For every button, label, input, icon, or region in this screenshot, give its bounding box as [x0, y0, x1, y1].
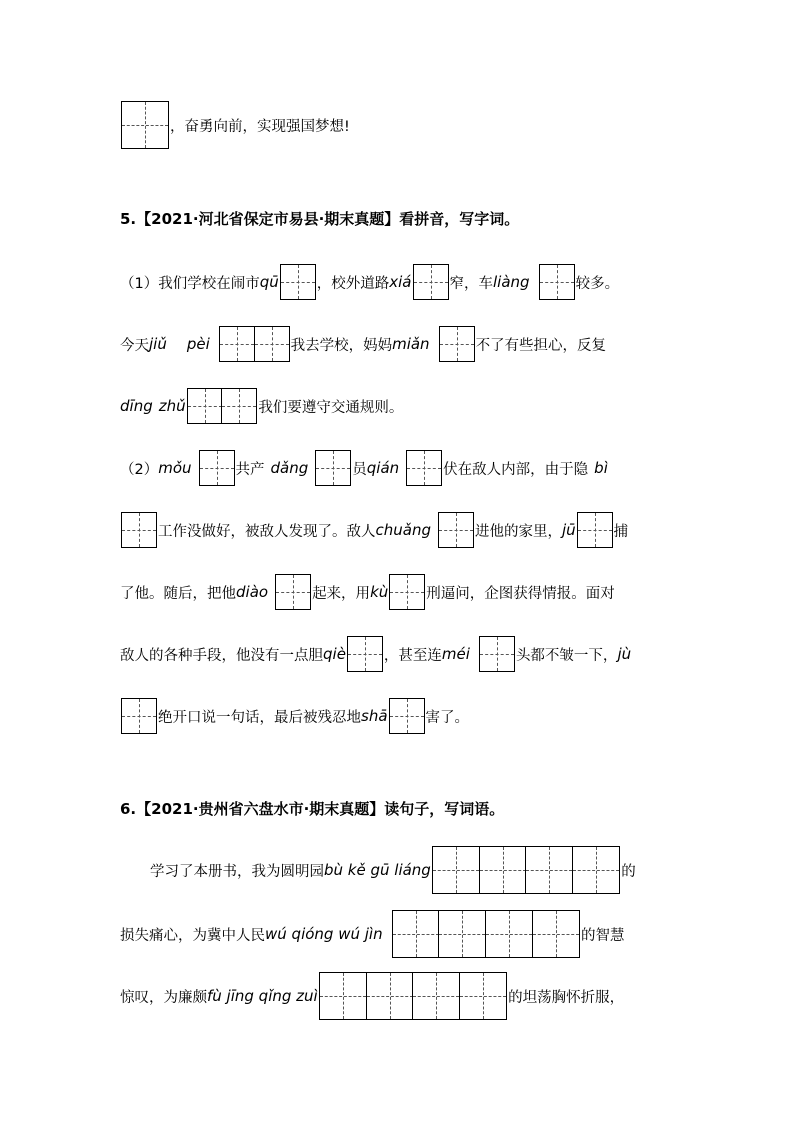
q5-line-1: [120, 258, 619, 306]
answer-box[interactable]: [315, 450, 351, 486]
answer-box[interactable]: [121, 512, 157, 548]
pinyin: bì: [594, 459, 608, 477]
text: 的智慧: [581, 927, 625, 944]
answer-box[interactable]: [121, 101, 169, 149]
q6-line-2: [120, 910, 625, 958]
text: ，甚至连: [383, 647, 442, 664]
pinyin: mǒu: [158, 459, 192, 477]
answer-box[interactable]: [275, 574, 311, 610]
text: 刑逼问，企图获得情报。面对: [426, 585, 615, 602]
text: 不了有些担心，反复: [475, 337, 607, 354]
pinyin: fù jīng qǐng zuì: [207, 987, 318, 1005]
pinyin: liàng: [493, 273, 530, 291]
answer-box-2[interactable]: [219, 326, 290, 362]
answer-box[interactable]: [439, 326, 475, 362]
text: 害了。: [425, 709, 470, 726]
text: 绝开口说一句话，最后被残忍地: [158, 709, 361, 726]
answer-box-4[interactable]: [392, 910, 580, 958]
answer-box[interactable]: [347, 636, 383, 672]
text: 今天: [120, 337, 149, 354]
text: 我们要遵守交通规则。: [258, 399, 404, 416]
answer-box[interactable]: [121, 698, 157, 734]
pinyin: zhǔ: [158, 397, 186, 415]
q6-heading: 6.【2021·贵州省六盘水市·期末真题】读句子，写词语。: [120, 799, 505, 818]
pinyin: shā: [361, 707, 388, 725]
q5-line-7: [120, 630, 631, 678]
answer-box-4[interactable]: [432, 846, 620, 894]
pinyin: dǎng: [270, 459, 309, 477]
pinyin: miǎn: [392, 335, 430, 353]
answer-box[interactable]: [413, 264, 449, 300]
text: 工作没做好，被敌人发现了。敌人: [158, 523, 376, 540]
answer-box[interactable]: [199, 450, 235, 486]
q5-line-8: [120, 692, 469, 740]
answer-box[interactable]: [479, 636, 515, 672]
text: 捕: [613, 523, 629, 540]
text: 起来，用: [312, 585, 371, 602]
pinyin: pèi: [186, 335, 210, 353]
q5-line-6: [120, 568, 615, 616]
q5-line-4: [120, 444, 608, 492]
text: 的坦荡胸怀折服，: [508, 989, 625, 1006]
text: 员: [352, 461, 367, 478]
text: 学习了本册书，我为圆明园: [150, 863, 324, 880]
answer-box-4[interactable]: [319, 972, 507, 1020]
answer-box-2[interactable]: [187, 388, 258, 424]
text: 损失痛心，为冀中人民: [120, 927, 265, 944]
text: 的: [621, 863, 636, 880]
text: （1）我们学校在闹市: [120, 275, 260, 292]
pinyin: wú qióng wú jìn: [265, 925, 383, 943]
top-text: ，奋勇向前，实现强国梦想!: [170, 118, 350, 135]
answer-box[interactable]: [406, 450, 442, 486]
top-line: [120, 100, 350, 150]
q6-line-1: [150, 846, 636, 894]
q5-line-5: [120, 506, 628, 554]
text: 共产: [235, 461, 265, 478]
answer-box[interactable]: [438, 512, 474, 548]
text: （2）: [120, 461, 159, 478]
text: 了他。随后，把他: [120, 585, 236, 602]
text: 伏在敌人内部，由于隐: [443, 461, 589, 478]
pinyin: kù: [370, 583, 389, 601]
pinyin: chuǎng: [375, 521, 431, 539]
pinyin: qiè: [323, 645, 346, 663]
pinyin: jū: [561, 521, 576, 539]
pinyin: diào: [236, 583, 269, 601]
pinyin: qū: [259, 273, 279, 291]
pinyin: méi: [441, 645, 470, 663]
text: 进他的家里，: [474, 523, 562, 540]
pinyin: jiǔ: [149, 335, 167, 353]
answer-box[interactable]: [280, 264, 316, 300]
pinyin: jù: [617, 645, 632, 663]
answer-box[interactable]: [539, 264, 575, 300]
pinyin: dīng: [120, 397, 153, 415]
pinyin: qián: [366, 459, 400, 477]
pinyin: xiá: [389, 273, 412, 291]
text: 惊叹，为廉颇: [120, 989, 207, 1006]
answer-box[interactable]: [577, 512, 613, 548]
text: 较多。: [575, 275, 620, 292]
answer-box[interactable]: [389, 698, 425, 734]
pinyin: bù kě gū liáng: [324, 861, 431, 879]
answer-box[interactable]: [389, 574, 425, 610]
q6-line-3: [120, 972, 624, 1020]
text: 窄，车: [449, 275, 494, 292]
text: 头都不皱一下，: [515, 647, 618, 664]
q5-line-2: [120, 320, 606, 368]
q5-line-3: [120, 382, 403, 430]
text: 我去学校，妈妈: [290, 337, 393, 354]
text: 敌人的各种手段，他没有一点胆: [120, 647, 323, 664]
text: ，校外道路: [316, 275, 390, 292]
q5-heading: 5.【2021·河北省保定市易县·期末真题】看拼音，写字词。: [120, 209, 520, 228]
